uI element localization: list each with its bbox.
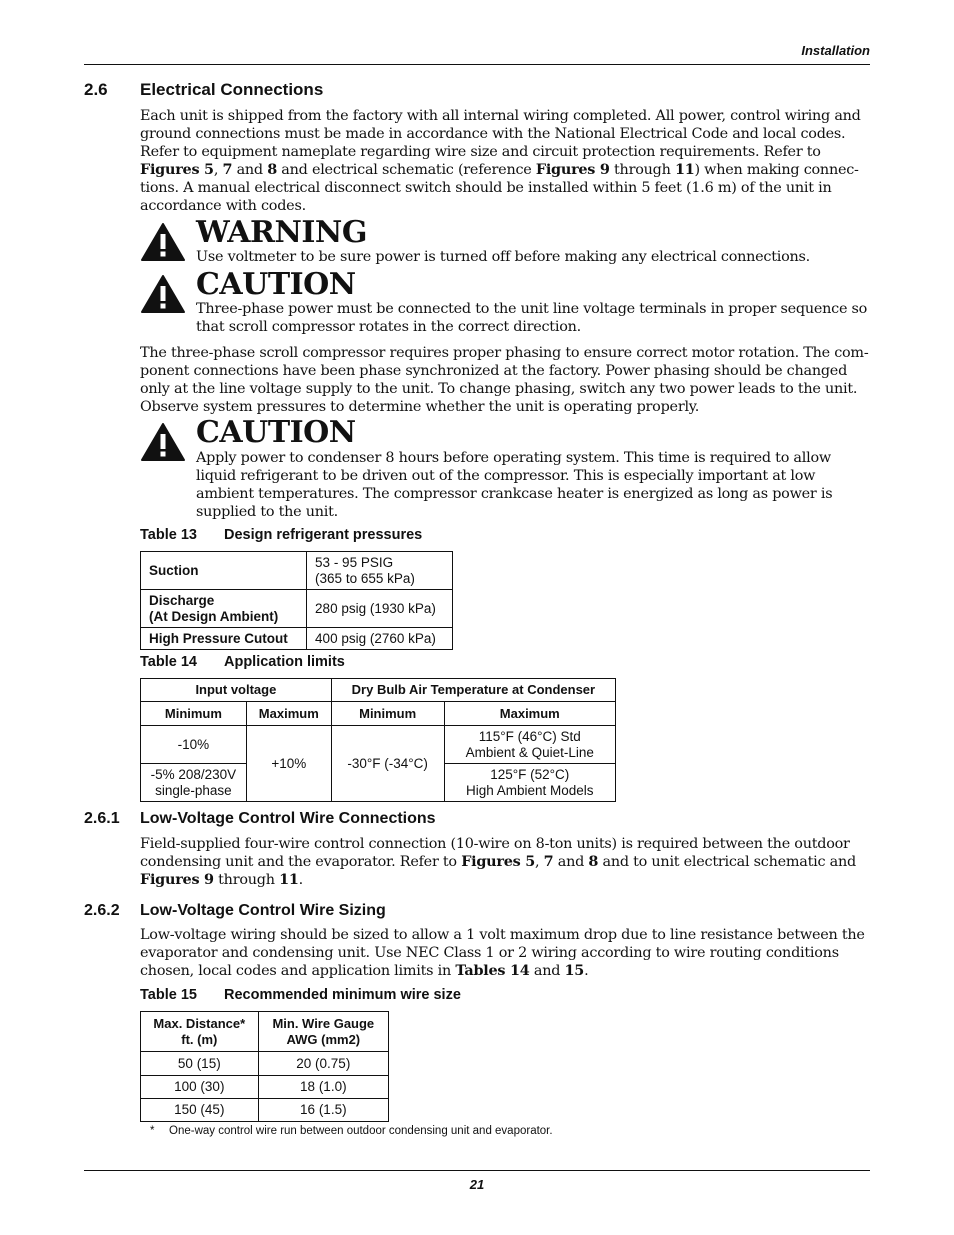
footnote-mark: * (150, 1125, 155, 1137)
table-14-caption (140, 654, 345, 670)
table-ref: 15 (564, 962, 585, 979)
table-cell (444, 764, 615, 802)
caution-text-1: Three-phase power must be connected to the unit line voltage terminals in proper sequence so that scroll compressor rotates in the correct direction. (196, 301, 868, 335)
subsection-heading (84, 810, 436, 828)
caution-triangle-icon (140, 274, 186, 314)
column-header: Minimum (331, 702, 444, 726)
section-title: Electrical Connections (140, 80, 324, 99)
paragraph-end: . (298, 872, 303, 888)
table-row (141, 1052, 389, 1076)
subsection-title: Low-Voltage Control Wire Sizing (140, 902, 386, 919)
header-line: ft. (m) (181, 1031, 218, 1047)
table-cell: 16 (1.5) (258, 1099, 388, 1122)
intro-paragraph (140, 107, 872, 215)
subsection-title: Low-Voltage Control Wire Connections (140, 810, 436, 827)
application-limits-table (140, 678, 616, 802)
page-number: 21 (469, 1177, 485, 1192)
running-head: Installation (801, 43, 870, 58)
intro-text-3: ) when making connec-tions. A manual electrical disconnect switch should be installed within 5 feet (1.6 m) of the unit in accordance with codes. (140, 162, 859, 214)
header-rule (84, 64, 870, 65)
cell-line: 53 - 95 PSIG (315, 554, 394, 570)
column-header: Maximum (246, 702, 331, 726)
intro-sep: , (213, 162, 223, 178)
warning-triangle-icon (140, 222, 186, 262)
intro-through: through (609, 162, 675, 178)
cell-line: High Ambient Models (465, 782, 594, 798)
section-heading (84, 80, 323, 100)
figure-ref: 7 (543, 853, 554, 870)
table-cell: 150 (45) (141, 1099, 259, 1122)
table-cell: 20 (0.75) (258, 1052, 388, 1076)
intro-text-2: and electrical schematic (reference (276, 162, 536, 178)
table-cell (141, 764, 247, 802)
table-cell: 18 (1.0) (258, 1076, 388, 1099)
paragraph-through: through (213, 872, 280, 888)
paragraph-text: Field-supplied four-wire control connection (10-wire on 8-ton units) is required between the outdoor condensing unit and the evaporator. Refer to (140, 836, 850, 870)
header-line: Max. Distance* (153, 1015, 246, 1031)
figure-ref: Figures 9 (140, 871, 214, 888)
phasing-paragraph: The three-phase scroll compressor requires proper phasing to ensure correct motor rotation. The com-ponent connections have been phase synchronized at the factory. Power phasing should be changed only at the line voltage supply to the unit. To change phasing, switch any two power leads to the unit. Observe system pressures to determine whether the unit is operating properly. (140, 345, 869, 415)
caution-triangle-icon (140, 422, 186, 462)
paragraph-text: and to unit electrical schematic and (598, 854, 856, 870)
caution-text-2: Apply power to condenser 8 hours before operating system. This time is required to allow liquid refrigerant to be driven out of the compressor. This is especially important at low ambient temperatures. The compressor crankcase heater is energized as long as power is supplied to the unit. (196, 450, 833, 520)
table-cell: -30°F (-34°C) (331, 726, 444, 802)
table-row (141, 1076, 389, 1099)
cell-line: Ambient & Quiet-Line (465, 744, 594, 760)
cell-line: 125°F (52°C) (490, 766, 570, 782)
header-line: AWG (mm2) (286, 1031, 361, 1047)
table-header-row (141, 702, 616, 726)
column-header (141, 1012, 259, 1052)
paragraph-text: Low-voltage wiring should be sized to allow a 1 volt maximum drop due to line resistance between the evaporator and condensing unit. Use NEC Class 1 or 2 wiring according to wire routing conditions chosen, local codes and application limits in (140, 927, 865, 979)
design-pressures-table (140, 551, 453, 650)
table-cell (444, 726, 615, 764)
cell-line: (365 to 655 kPa) (315, 570, 415, 586)
cell-line: -5% 208/230V (150, 766, 237, 782)
table-row (141, 590, 453, 628)
table-header-row (141, 679, 616, 702)
table-cell: 280 psig (1930 kPa) (307, 590, 453, 628)
footnote-text: One-way control wire run between outdoor condensing unit and evaporator. (169, 1125, 553, 1137)
column-header (258, 1012, 388, 1052)
subsection-number: 2.6.1 (84, 810, 120, 827)
column-header: Maximum (444, 702, 615, 726)
footer-rule (84, 1170, 870, 1171)
subsection-number: 2.6.2 (84, 902, 120, 919)
intro-figure-9: Figures 9 (535, 161, 610, 178)
wire-size-table (140, 1011, 389, 1122)
table-cell (307, 552, 453, 590)
intro-figure-7: 7 (222, 161, 233, 178)
figure-ref: 8 (588, 853, 599, 870)
table-cell (141, 590, 307, 628)
header-line: Min. Wire Gauge (272, 1015, 375, 1031)
table-row (141, 628, 453, 650)
table-15-title: Recommended minimum wire size (224, 987, 461, 1003)
paragraph-and: and (529, 963, 565, 979)
cell-line: 115°F (46°C) Std (478, 728, 581, 744)
intro-figure-8: 8 (267, 161, 277, 178)
subsection-heading (84, 902, 386, 920)
table-13-caption (140, 527, 422, 543)
table-ref: Tables 14 (455, 962, 530, 979)
table-cell: 100 (30) (141, 1076, 259, 1099)
intro-figure-11: 11 (674, 161, 695, 178)
table-row (141, 1099, 389, 1122)
intro-and: and (232, 162, 268, 178)
warning-text: Use voltmeter to be sure power is turned off before making any electrical connections. (196, 249, 810, 265)
paragraph-and: and (553, 854, 589, 870)
table-14-number: Table 14 (140, 654, 197, 670)
cell-line: Discharge (149, 592, 215, 608)
paragraph-end: . (584, 963, 589, 979)
control-wire-paragraph (140, 835, 872, 889)
table-15-number: Table 15 (140, 987, 197, 1003)
figure-ref: 11 (279, 871, 299, 888)
table-cell: 50 (15) (141, 1052, 259, 1076)
table-cell: +10% (246, 726, 331, 802)
table-cell: High Pressure Cutout (141, 628, 307, 650)
table-row (141, 726, 616, 764)
table-footnote (150, 1125, 553, 1137)
section-number: 2.6 (84, 80, 108, 99)
paragraph-sep: , (535, 854, 544, 870)
column-header: Minimum (141, 702, 247, 726)
column-group-header: Input voltage (141, 679, 332, 702)
table-header-row (141, 1012, 389, 1052)
caution-title-2: CAUTION (196, 415, 356, 450)
table-15-caption (140, 987, 461, 1003)
table-13-title: Design refrigerant pressures (224, 527, 423, 543)
table-13-number: Table 13 (140, 527, 197, 543)
intro-figure-ref: Figures 5 (140, 161, 214, 178)
cell-line: (At Design Ambient) (149, 608, 279, 624)
table-cell: 400 psig (2760 kPa) (307, 628, 453, 650)
table-cell: Suction (141, 552, 307, 590)
cell-line: single-phase (155, 782, 232, 798)
intro-text-1: Each unit is shipped from the factory with all internal wiring completed. All power, control wiring and ground connections must be made in accordance with the National Electrical Code and local codes. Refer to equipment nameplate regarding wire size and circuit protection requirements. Refer to (140, 108, 861, 160)
table-cell: -10% (141, 726, 247, 764)
column-group-header: Dry Bulb Air Temperature at Condenser (331, 679, 615, 702)
figure-ref: Figures 5 (461, 853, 536, 870)
wire-sizing-paragraph (140, 926, 872, 980)
caution-title-1: CAUTION (196, 267, 356, 302)
table-14-title: Application limits (224, 654, 345, 670)
table-row (141, 552, 453, 590)
warning-title: WARNING (196, 215, 367, 250)
